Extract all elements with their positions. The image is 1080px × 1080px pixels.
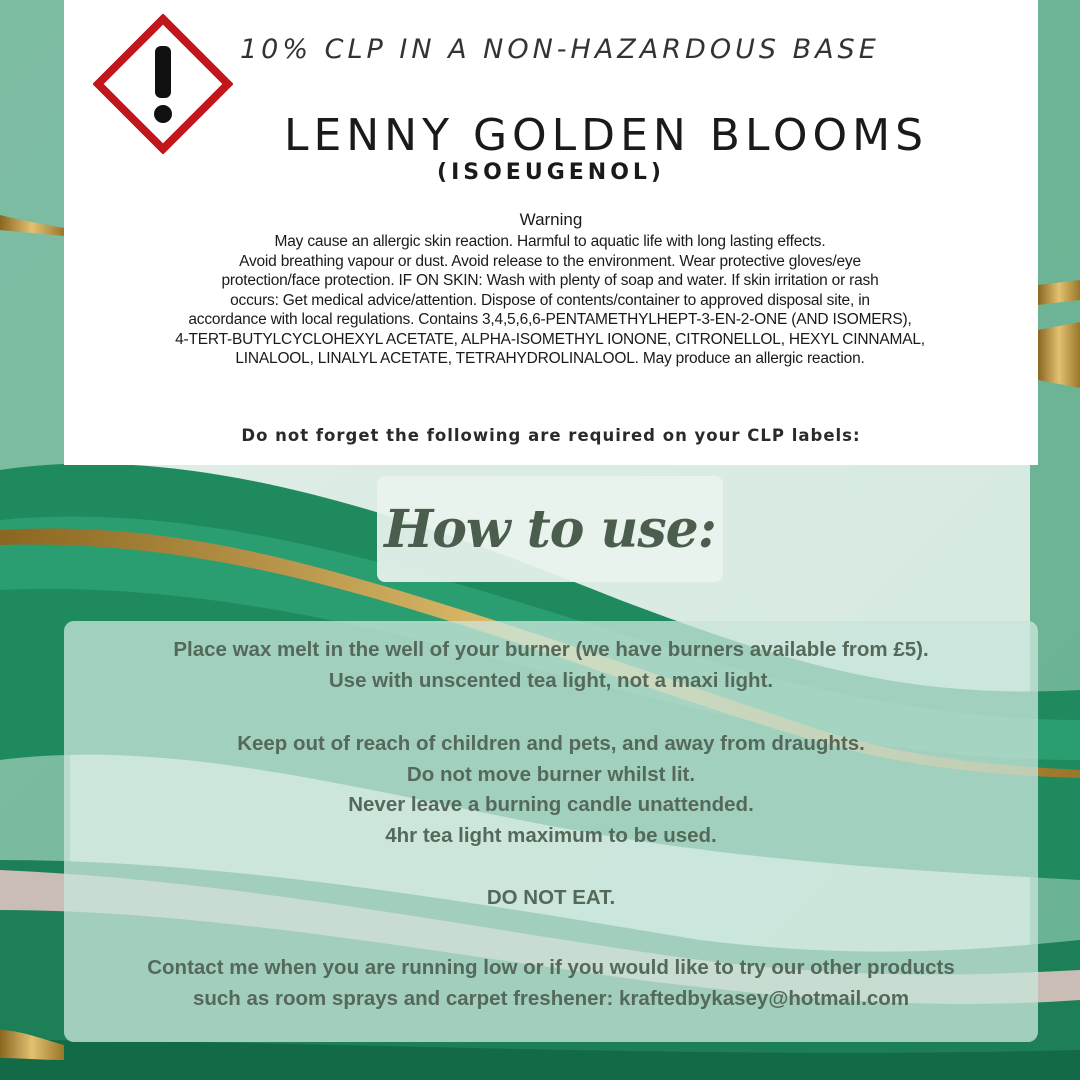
warning-line: LINALOOL, LINALYL ACETATE, TETRAHYDROLINALOOL. May produce an allergic reaction. [235, 350, 865, 367]
instruction-line: Use with unscented tea light, not a maxi light. [328, 668, 774, 692]
instructions-panel [64, 621, 1038, 1042]
instructions-contact [64, 953, 1038, 1014]
contact-line: such as room sprays and carpet freshener: kraftedbykasey@hotmail.com [192, 986, 910, 1010]
warning-title: Warning [519, 210, 583, 229]
clp-base-text: 10% CLP IN A NON-HAZARDOUS BASE [240, 34, 880, 65]
instructions-safety [64, 729, 1038, 851]
instructions-do-not-eat [64, 883, 1038, 914]
warning-line: Avoid breathing vapour or dust. Avoid release to the environment. Wear protective gloves/eye [239, 252, 861, 270]
instruction-line: 4hr tea light maximum to be used. [385, 823, 717, 847]
instruction-line: Contact me when you are running low or if you would like to try our other products [147, 956, 955, 979]
instruction-line: Do not move burner whilst lit. [406, 762, 696, 786]
warning-line: occurs: Get medical advice/attention. Dispose of contents/container to approved disposal site, in [230, 291, 870, 309]
instruction-line: Never leave a burning candle unattended. [348, 793, 754, 816]
warning-line: protection/face protection. IF ON SKIN: Wash with plenty of soap and water. If skin irritation or rash [221, 272, 879, 289]
warning-text [90, 232, 1010, 369]
clp-label [64, 0, 1038, 465]
warning-line: accordance with local regulations. Contains 3,4,5,6,6-PENTAMETHYLHEPT-3-EN-2-ONE (AND ISOMERS), [188, 311, 912, 328]
how-to-use-heading-box [377, 476, 723, 582]
chemical-name: (ISOEUGENOL) [437, 160, 665, 185]
warning-line: 4-TERT-BUTYLCYCLOHEXYL ACETATE, ALPHA-ISOMETHYL IONONE, CITRONELLOL, HEXYL CINNAMAL, [175, 330, 925, 348]
clp-reminder: Do not forget the following are required on your CLP labels: [241, 426, 861, 445]
instructions-usage [64, 635, 1038, 696]
warning-line: May cause an allergic skin reaction. Harmful to aquatic life with long lasting effects. [274, 233, 826, 250]
instruction-line: DO NOT EAT. [486, 886, 616, 909]
instruction-line: Keep out of reach of children and pets, and away from draughts. [237, 732, 865, 755]
how-to-use-title: How to use: [384, 498, 716, 560]
instruction-line: Place wax melt in the well of your burner (we have burners available from £5). [173, 638, 929, 661]
product-name: LENNY GOLDEN BLOOMS [283, 110, 929, 161]
